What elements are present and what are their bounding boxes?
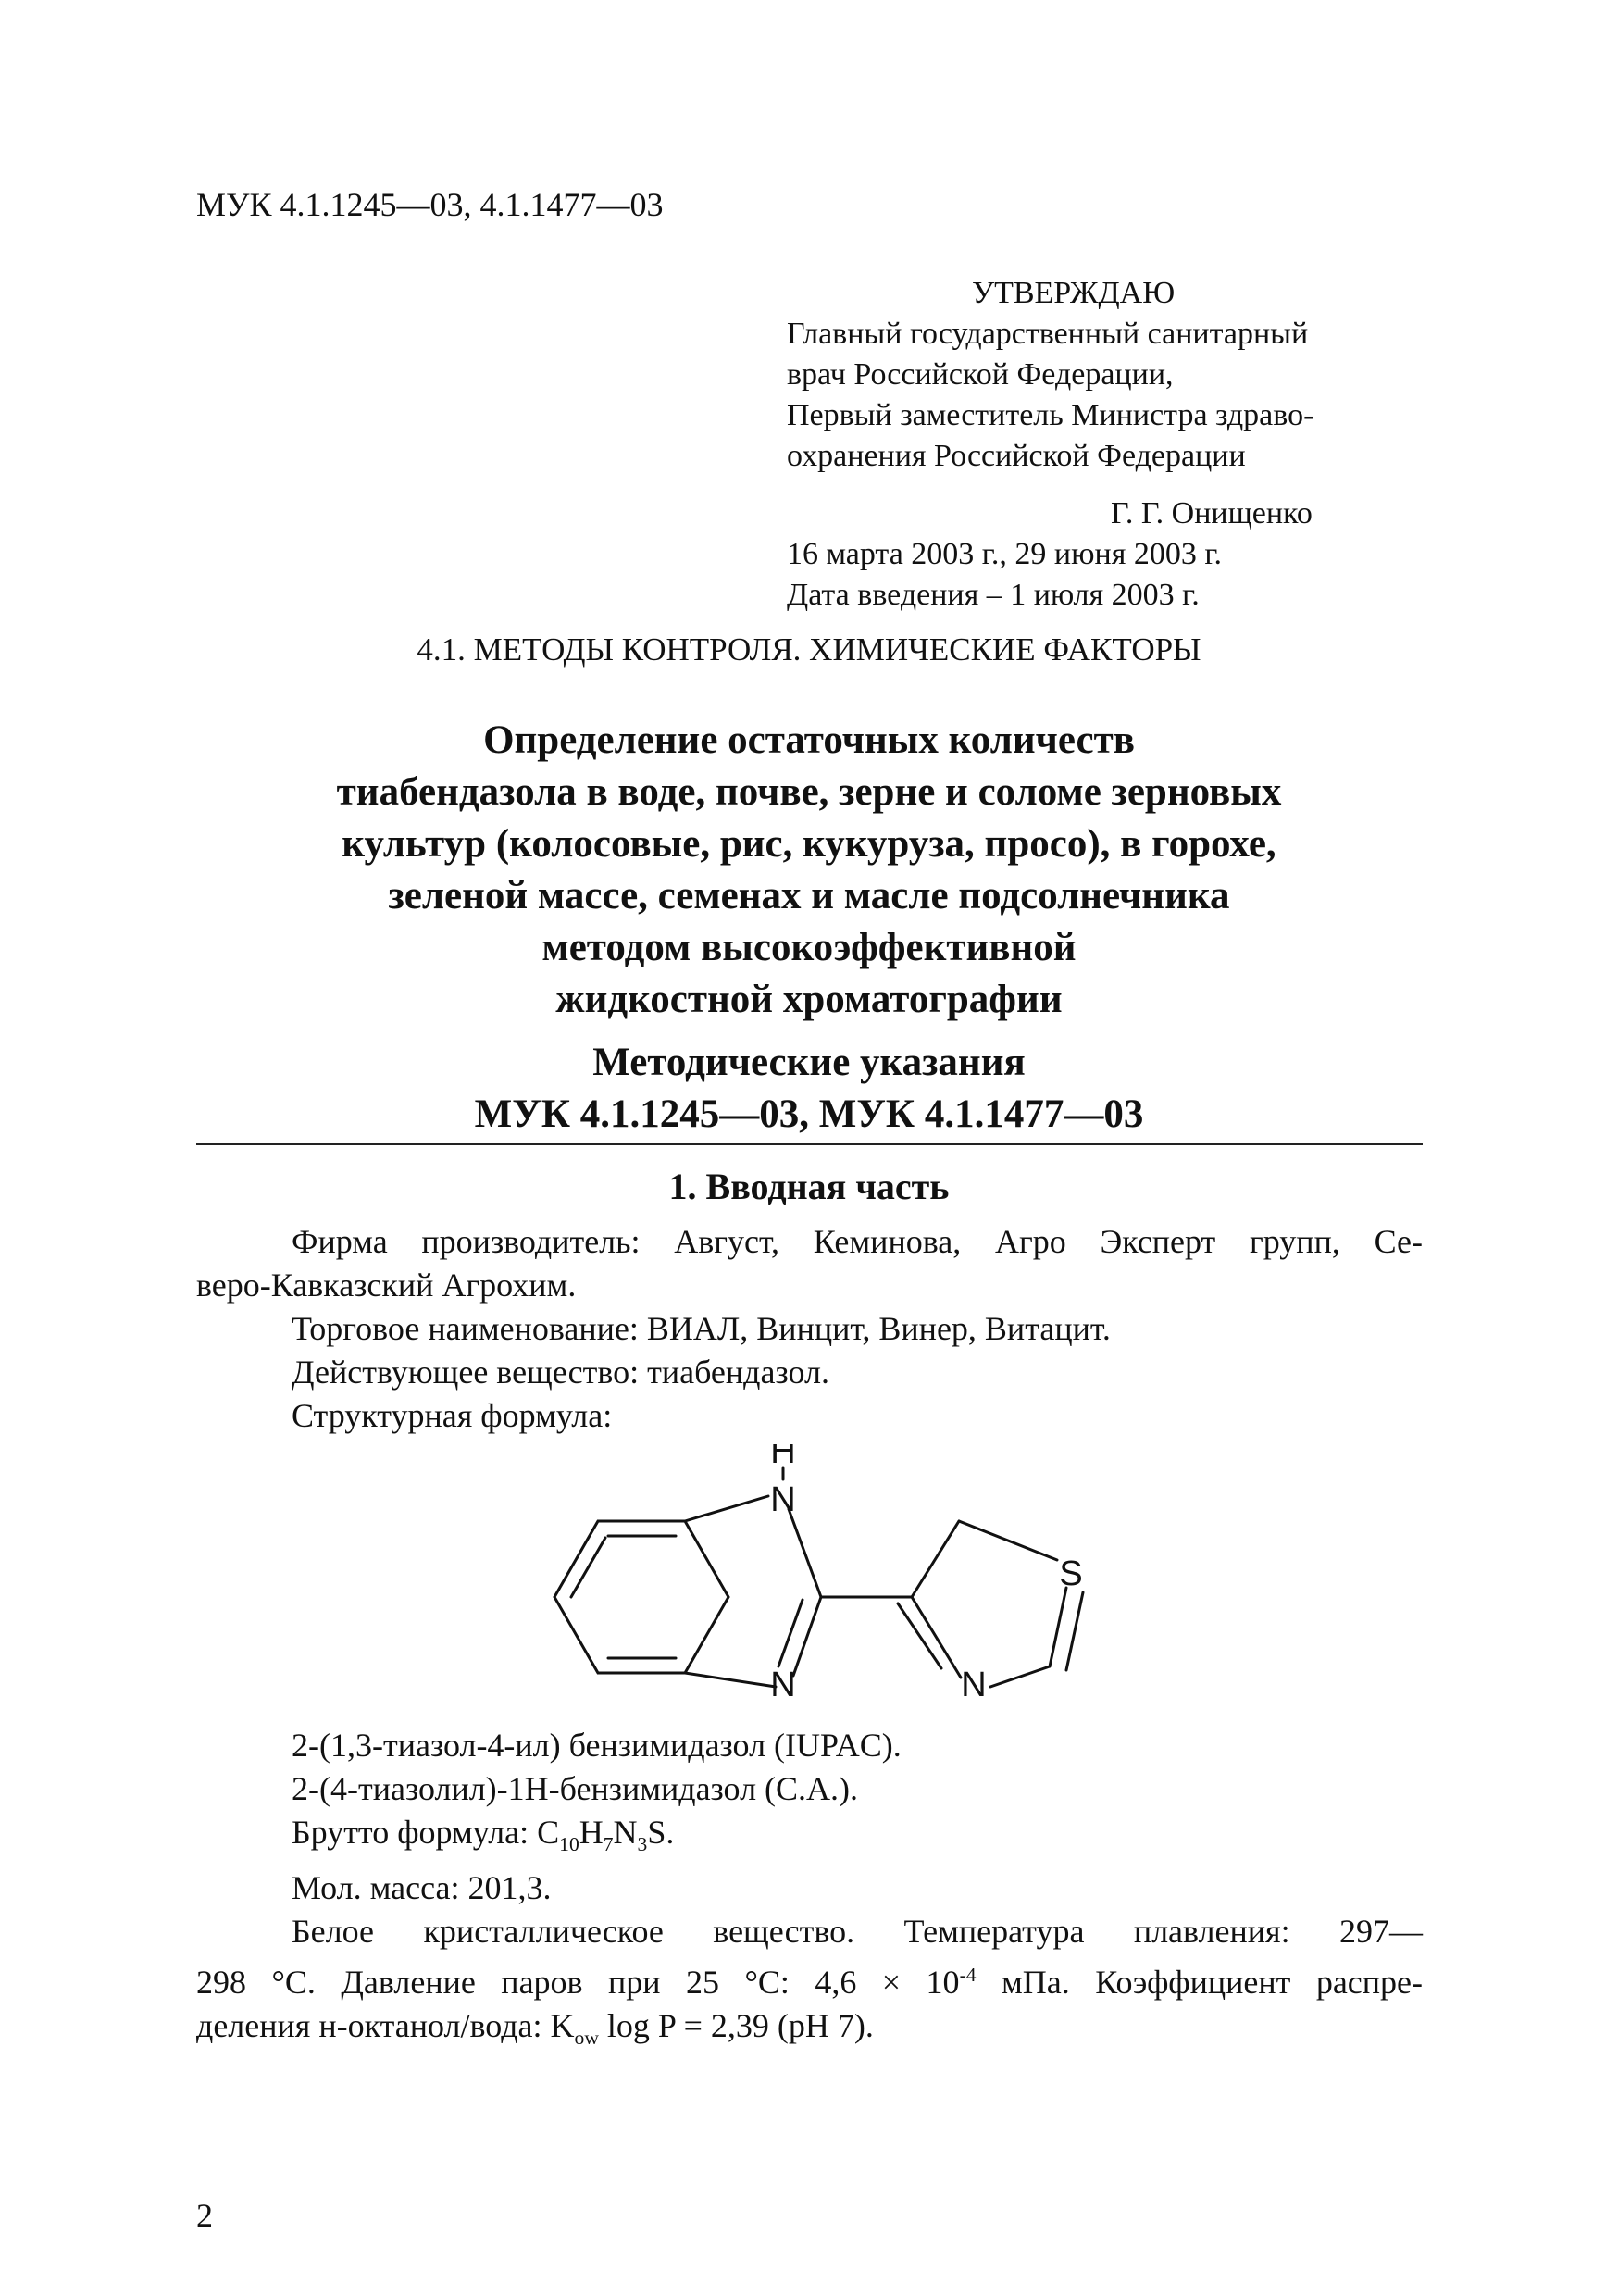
- formula-element: S.: [647, 1814, 675, 1851]
- atom-n-label: N: [770, 1480, 796, 1519]
- formula-element: C: [537, 1814, 560, 1851]
- approval-effective-date: Дата введения – 1 июля 2003 г.: [787, 578, 1200, 612]
- manufacturer-line: Фирма производитель: Август, Кеминова, Агро Эксперт групп, Се-: [292, 1223, 1423, 1260]
- gross-formula: [196, 1811, 1423, 1866]
- title-line: тиабендазола в воде, почве, зерне и соломе зерновых: [336, 770, 1282, 814]
- subscript: ow: [574, 2027, 599, 2050]
- title-line: методом высокоэффективной: [541, 926, 1077, 969]
- active-substance: Действующее вещество: тиабендазол.: [292, 1354, 829, 1391]
- formula-subscript: 3: [637, 1833, 648, 1856]
- molar-mass: Мол. масса: 201,3.: [292, 1869, 552, 1907]
- gross-formula-label: Брутто формула:: [292, 1814, 538, 1851]
- guidelines-label: Методические указания: [592, 1041, 1026, 1084]
- approval-title: УТВЕРЖДАЮ: [972, 276, 1176, 310]
- formula-element: N: [613, 1814, 638, 1851]
- formula-element: H: [579, 1814, 604, 1851]
- approval-signatory: Г. Г. Онищенко: [1111, 496, 1313, 530]
- properties-line: [196, 2004, 1423, 2060]
- section-title: 4.1. МЕТОДЫ КОНТРОЛЯ. ХИМИЧЕСКИЕ ФАКТОРЫ: [417, 631, 1201, 668]
- properties-line: Белое кристаллическое вещество. Температура плавления: 297—: [292, 1913, 1423, 1951]
- atom-h-label: H: [770, 1444, 796, 1471]
- approval-dates: 16 марта 2003 г., 29 июня 2003 г.: [787, 537, 1222, 571]
- properties-text: log P = 2,39 (pH 7).: [598, 2007, 874, 2045]
- exponent: -4: [959, 1964, 977, 1987]
- approval-block: [787, 273, 1435, 616]
- atom-n-label: N: [770, 1666, 796, 1704]
- compound-info: [196, 1724, 1423, 2060]
- structural-formula: [491, 1444, 1157, 1713]
- title-line: культур (колосовые, рис, кукуруза, просо), в горохе,: [342, 822, 1276, 866]
- guidelines-codes: МУК 4.1.1245—03, МУК 4.1.1477—03: [474, 1092, 1144, 1136]
- horizontal-rule: [196, 1143, 1423, 1145]
- approval-line: охранения Российской Федерации: [787, 439, 1246, 473]
- atom-s-label: S: [1059, 1554, 1083, 1593]
- properties-text: деления н-октанол/вода: K: [196, 2007, 575, 2045]
- atom-n-label: N: [961, 1666, 987, 1704]
- title-line: зеленой массе, семенах и масле подсолнечника: [388, 874, 1230, 917]
- document-title: [0, 715, 1618, 1026]
- ca-name: 2-(4-тиазолил)-1H-бензимидазол (С.А.).: [292, 1770, 859, 1807]
- properties-text: 298 °С. Давление паров при 25 °С: 4,6 × 10: [196, 1964, 960, 2002]
- manufacturer-line: веро-Кавказский Агрохим.: [196, 1267, 577, 1304]
- formula-subscript: 7: [603, 1833, 614, 1856]
- document-code-header: МУК 4.1.1245—03, 4.1.1477—03: [196, 186, 664, 223]
- approval-line: врач Российской Федерации,: [787, 357, 1174, 392]
- guidelines-block: [0, 1037, 1618, 1141]
- iupac-name: 2-(1,3-тиазол-4-ил) бензимидазол (IUPAC).: [292, 1727, 902, 1764]
- approval-line: Главный государственный санитарный: [787, 317, 1309, 351]
- title-line: жидкостной хроматографии: [555, 978, 1063, 1021]
- properties-text: мПа. Коэффициент распре-: [976, 1964, 1424, 2002]
- trade-name: Торговое наименование: ВИАЛ, Винцит, Винер, Витацит.: [292, 1310, 1111, 1347]
- intro-paragraphs: [196, 1220, 1423, 1438]
- title-line: Определение остаточных количеств: [483, 718, 1135, 762]
- properties-line: [196, 1953, 1423, 2004]
- intro-heading: 1. Вводная часть: [668, 1166, 950, 1207]
- formula-subscript: 10: [559, 1833, 579, 1856]
- structural-formula-label: Структурная формула:: [292, 1397, 613, 1434]
- approval-line: Первый заместитель Министра здраво-: [787, 398, 1314, 432]
- page-number: 2: [196, 2197, 213, 2234]
